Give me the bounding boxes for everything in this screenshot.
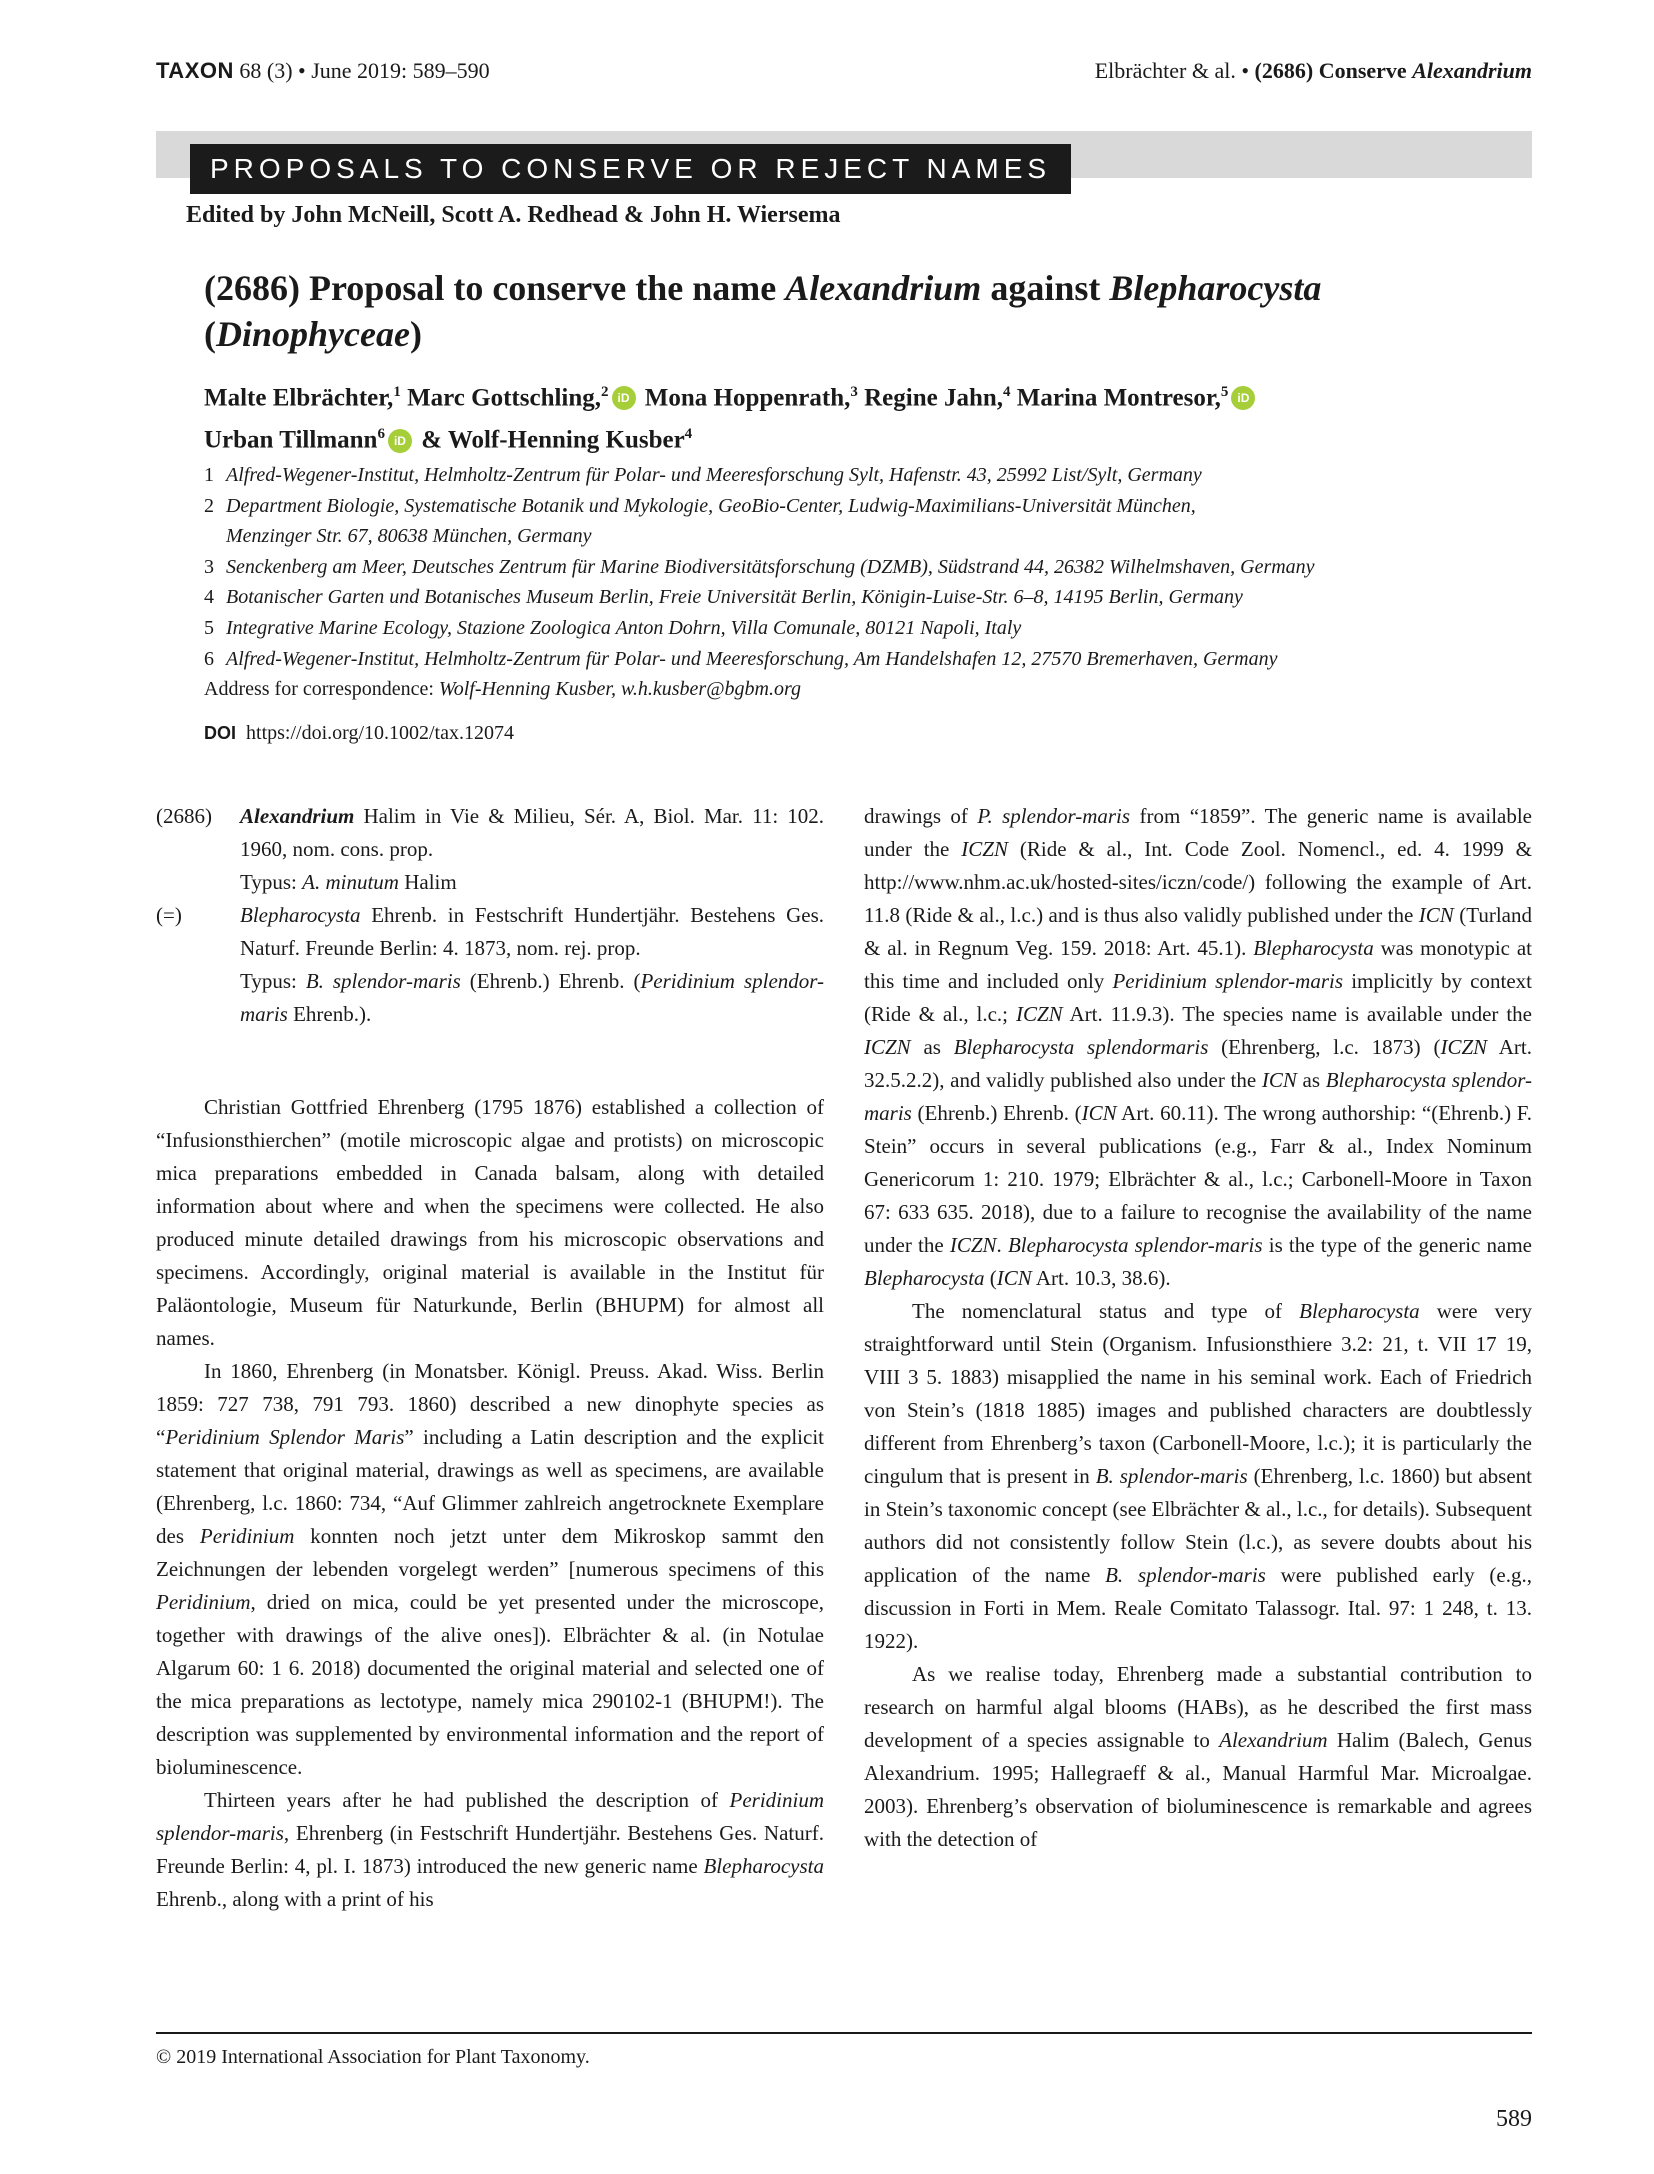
orcid-icon[interactable]: iD <box>388 429 412 453</box>
author-list: Malte Elbrächter,$^1$ Marc Gottschling,$^2$ iD Mona Hoppenrath,$^3$ Regine Jahn,$^4$ Marina Montresor,$^5$ iD Urban Tillmann$^6$ iD & Wolf-Henning Kusber$^4$ <box>204 374 1454 459</box>
affiliation-item: 3 Senckenberg am Meer, Deutsches Zentrum für Marine Biodiversitätsforschung (DZMB), Südstrand 44, 26382 Wilhelmshaven, Germany <box>204 555 1315 578</box>
page-number: 589 <box>1496 2106 1532 2132</box>
author-name: Marina Montresor, <box>1010 384 1221 412</box>
author-name: Urban Tillmann <box>204 426 378 454</box>
doi-label: DOI <box>204 723 237 743</box>
copyright: © 2019 International Association for Plant Taxonomy. <box>156 2046 590 2068</box>
affiliation-item: 4 Botanischer Garten und Botanisches Museum Berlin, Freie Universität Berlin, Königin-Luise-Str. 6–8, 14195 Berlin, Germany <box>204 586 1243 609</box>
running-header-left <box>156 58 490 84</box>
author-name: Regine Jahn, <box>857 384 1004 412</box>
doi-line <box>204 722 514 745</box>
affiliation-item: 2 Department Biologie, Systematische Botanik und Mykologie, GeoBio-Center, Ludwig-Maximilians-Universität München, <box>204 494 1196 517</box>
orcid-icon[interactable]: iD <box>1231 386 1255 410</box>
running-title: (2686) Conserve <box>1254 58 1413 83</box>
affiliation-item: 1 Alfred-Wegener-Institut, Helmholtz-Zentrum für Polar- und Meeresforschung Sylt, Hafenstr. 43, 25992 List/Sylt, Germany <box>204 464 1202 486</box>
section-title: PROPOSALS TO CONSERVE OR REJECT NAMES <box>190 144 1071 194</box>
author-name: Malte Elbrächter, <box>204 384 394 412</box>
correspondence-email[interactable]: Wolf-Henning Kusber, w.h.kusber@bgbm.org <box>438 678 802 701</box>
author-name: Mona Hoppenrath, <box>638 384 851 412</box>
author-name: & Wolf-Henning Kusber <box>414 426 685 454</box>
paragraph: Thirteen years after he had published the description of Peridinium splendor-maris, Ehrenberg (in Festschrift Hundertjähr. Bestehens Ges. Naturf. Freunde Berlin: 4, pl. I. 1873) introduced the new generic name Blepharocysta Ehrenb., along with a print of his <box>156 1788 824 1911</box>
journal-issue: 68 (3) • June 2019: 589–590 <box>233 58 490 83</box>
entry-number: (2686) <box>156 804 212 828</box>
running-header-right <box>1095 58 1532 84</box>
affiliations <box>204 460 1504 705</box>
paragraph: In 1860, Ehrenberg (in Monatsber. Königl. Preuss. Akad. Wiss. Berlin 1859: 727 738, 791 793. 1860) described a new dinophyte species as “Peridinium Splendor Maris” including a Latin description and the explicit statement that original material, drawings as well as specimens, are available (Ehrenberg, l.c. 1860: 734, “Auf Glimmer zahlreich angetrocknete Exemplare des Peridinium konnten noch jetzt unter dem Mikroskop sammt den Zeichnungen der lebenden vorgelegt werden” [numerous specimens of this Peridinium, dried on mica, could be yet presented under the microscope, together with drawings of the alive ones]). Elbrächter & al. (in Notulae Algarum 60: 1 6. 2018) documented the original material and selected one of the mica preparations as lectotype, namely mica 290102-1 (BHUPM!). The description was supplemented by environmental information and the report of bioluminescence. <box>156 1359 825 1779</box>
doi-link[interactable]: https://doi.org/10.1002/tax.12074 <box>246 722 514 744</box>
paragraph: drawings of P. splendor-maris from “1859”. The generic name is available under the ICZN (Ride & al., Int. Code Zool. Nomencl., ed. 4. 1999 & http://www.nhm.ac.uk/hosted-sites/iczn/code/) following the example of Art. 11.8 (Ride & al., l.c.) and is thus also validly published under the ICN (Turland & al. in Regnum Veg. 159. 2018: Art. 45.1). Blepharocysta was monotypic at this time and included only Peridinium splendor-maris implicitly by context (Ride & al., l.c.; ICZN Art. 11.9.3). The species name is available under the ICZN as Blepharocysta splendormaris (Ehrenberg, l.c. 1873) (ICZN Art. 32.5.2.2), and validly published also under the ICN as Blepharocysta splendor-maris (Ehrenb.) Ehrenb. (ICN Art. 60.11). The wrong authorship: “(Ehrenb.) F. Stein” occurs in several publications (e.g., Farr & al., Index Nominum Genericorum 1: 210. 1979; Elbrächter & al., l.c.; Carbonell-Moore in Taxon 67: 633 635. 2018), due to a failure to recognise the availability of the name under the ICZN. Blepharocysta splendor-maris is the type of the generic name Blepharocysta (ICN Art. 10.3, 38.6). <box>864 804 1533 1290</box>
paragraph: As we realise today, Ehrenberg made a substantial contribution to research on harmful algal blooms (HABs), as he described the first mass development of a species assignable to Alexandrium Halim (Balech, Genus Alexandrium. 1995; Hallegraeff & al., Manual Harmful Mar. Microalgae. 2003). Ehrenberg’s observation of bioluminescence is remarkable and agrees with the detection of <box>864 1662 1532 1851</box>
right-column <box>864 800 1532 1856</box>
journal-name: TAXON <box>156 58 234 83</box>
running-title-genus: Alexandrium <box>1412 58 1532 83</box>
footer-rule <box>156 2032 1532 2034</box>
correspondence: Address for correspondence: Wolf-Henning Kusber, w.h.kusber@bgbm.org <box>204 678 802 701</box>
author-name: Marc Gottschling, <box>400 384 602 412</box>
affiliation-item-continued: Menzinger Str. 67, 80638 München, Germany <box>226 525 592 548</box>
entry-equals: (=) <box>156 903 182 927</box>
affiliation-item: 6 Alfred-Wegener-Institut, Helmholtz-Zentrum für Polar- und Meeresforschung, Am Handelshafen 12, 27570 Bremerhaven, Germany <box>204 647 1278 670</box>
paragraph: The nomenclatural status and type of Blepharocysta were very straightforward until Stein (Organism. Infusionsthiere 3.2: 21, t. VII 17 19, VIII 3 5. 1883) misapplied the name in his seminal work. Each of Friedrich von Stein’s (1818 1885) images and published characters are doubtlessly different from Ehrenberg’s taxon (Carbonell-Moore, l.c.); it is particularly the cingulum that is present in B. splendor-maris (Ehrenberg, l.c. 1860) but absent in Stein’s taxonomic concept (see Elbrächter & al., l.c., for details). Subsequent authors did not consistently follow Stein (l.c.), as severe doubts about his application of the name B. splendor-maris were published early (e.g., discussion in Forti in Mem. Reale Comitato Talassogr. Ital. 97: 1 248, t. 13. 1922). <box>864 1299 1533 1653</box>
left-column <box>156 800 824 1916</box>
affiliation-item: 5 Integrative Marine Ecology, Stazione Zoologica Anton Dohrn, Villa Comunale, 80121 Napoli, Italy <box>204 616 1022 639</box>
running-authors: Elbrächter & al. • <box>1094 58 1255 83</box>
editors-line: Edited by John McNeill, Scott A. Redhead & John H. Wiersema <box>186 202 841 228</box>
nomenclature-entry: (2686) Alexandrium Halim in Vie & Milieu, Sér. A, Biol. Mar. 11: 102. 1960, nom. cons. prop. Typus: A. minutum Halim (=) Blepharocysta Ehrenb. in Festschrift Hundertjähr. Bestehens Ges. Naturf. Freunde Berlin: 4. 1873, nom. rej. prop. Typus: B. splendor-maris (Ehrenb.) Ehrenb. (Peridinium splendor-maris Ehrenb.). <box>156 800 824 1031</box>
article-title: (2686) Proposal to conserve the name Alexandrium against Blepharocysta (Dinophyceae) <box>204 268 1322 354</box>
orcid-icon[interactable]: iD <box>612 386 636 410</box>
paragraph: Christian Gottfried Ehrenberg (1795 1876) established a collection of “Infusionsthierchen” (motile microscopic algae and protists) on microscopic mica preparations embedded in Canada balsam, along with detailed information about where and when the specimens were collected. He also produced minute detailed drawings from his microscopic observations and specimens. Accordingly, original material is available in the Institut für Paläontologie, Museum für Naturkunde, Berlin (BHUPM) for almost all names. <box>156 1095 824 1350</box>
